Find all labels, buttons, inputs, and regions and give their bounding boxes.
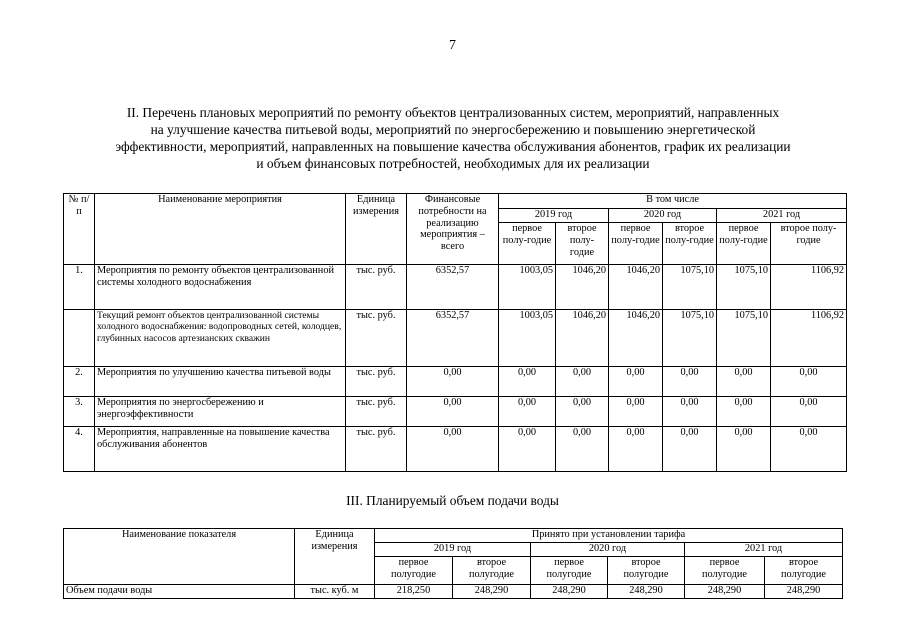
- row-unit: тыс. руб.: [346, 397, 407, 427]
- header-unit: Единица измерения: [295, 529, 375, 585]
- row-unit: тыс. руб.: [346, 427, 407, 472]
- header-half-1: первое полугодие: [375, 557, 453, 585]
- row-value: 1075,10: [717, 265, 771, 310]
- row-value: 0,00: [499, 397, 556, 427]
- row-total: 0,00: [407, 397, 499, 427]
- row-value: 0,00: [717, 427, 771, 472]
- header-half-2: второе полугодие: [608, 557, 685, 585]
- table-row: [64, 427, 847, 472]
- row-value: 0,00: [609, 427, 663, 472]
- row-value: 0,00: [663, 427, 717, 472]
- row-measure-name: Текущий ремонт объектов централизованной системы холодного водоснабжения: водопроводных сетей, колодцев, глубинных насосов артезианских скважин: [95, 310, 346, 367]
- header-half-2: второе полу-годие: [771, 223, 847, 265]
- header-half-1: первое полу-годие: [499, 223, 556, 265]
- header-half-1: первое полугодие: [531, 557, 608, 585]
- header-measure-name: Наименование мероприятия: [95, 194, 346, 265]
- row-value: 0,00: [771, 367, 847, 397]
- header-half-2: второе полугодие: [453, 557, 531, 585]
- section-title-line: II. Перечень плановых мероприятий по ремонту объектов централизованных систем, мероприятий, направленных: [126, 105, 780, 120]
- table-row: [64, 310, 847, 367]
- row-value: 0,00: [499, 427, 556, 472]
- row-value: 1075,10: [663, 265, 717, 310]
- table-row: [64, 367, 847, 397]
- row-value: 1046,20: [556, 265, 609, 310]
- row-value: 0,00: [556, 427, 609, 472]
- row-value: 0,00: [663, 367, 717, 397]
- row-unit: тыс. куб. м: [295, 585, 375, 599]
- header-half-1: первое полу-годие: [609, 223, 663, 265]
- row-value: 0,00: [771, 397, 847, 427]
- row-value: 218,250: [375, 585, 453, 599]
- row-num: 4.: [64, 427, 95, 472]
- row-num: 2.: [64, 367, 95, 397]
- row-num: [64, 310, 95, 367]
- row-value: 0,00: [609, 397, 663, 427]
- row-value: 1046,20: [609, 265, 663, 310]
- row-value: 0,00: [717, 397, 771, 427]
- row-num: 3.: [64, 397, 95, 427]
- section-title-line: на улучшение качества питьевой воды, мероприятий по энергосбережению и повышению энергетической: [150, 122, 756, 137]
- row-value: 0,00: [771, 427, 847, 472]
- row-value: 1046,20: [556, 310, 609, 367]
- header-indicator: Наименование показателя: [64, 529, 295, 585]
- header-num: № п/п: [64, 194, 95, 265]
- row-value: 248,290: [531, 585, 608, 599]
- header-finance-total: Финансовые потребности на реализацию мероприятия – всего: [407, 194, 499, 265]
- header-unit: Единица измерения: [346, 194, 407, 265]
- row-total: 6352,57: [407, 265, 499, 310]
- row-value: 1106,92: [771, 265, 847, 310]
- row-total: 0,00: [407, 427, 499, 472]
- header-half-1: первое полугодие: [685, 557, 765, 585]
- row-indicator-name: Объем подачи воды: [64, 585, 295, 599]
- table-row: [64, 585, 843, 599]
- header-half-2: второе полу-годие: [556, 223, 609, 265]
- row-total: 0,00: [407, 367, 499, 397]
- row-value: 1046,20: [609, 310, 663, 367]
- header-year-2019: 2019 год: [499, 209, 609, 223]
- row-value: 1106,92: [771, 310, 847, 367]
- row-measure-name: Мероприятия по ремонту объектов централизованной системы холодного водоснабжения: [95, 265, 346, 310]
- row-value: 248,290: [685, 585, 765, 599]
- row-unit: тыс. руб.: [346, 265, 407, 310]
- header-accepted: Принято при установлении тарифа: [375, 529, 843, 543]
- row-unit: тыс. руб.: [346, 310, 407, 367]
- row-total: 6352,57: [407, 310, 499, 367]
- section-title-line: и объем финансовых потребностей, необходимых для их реализации: [256, 156, 650, 171]
- row-value: 1003,05: [499, 265, 556, 310]
- row-unit: тыс. руб.: [346, 367, 407, 397]
- header-including: В том числе: [499, 194, 847, 209]
- row-value: 248,290: [765, 585, 843, 599]
- table-row: [64, 397, 847, 427]
- header-year-2019: 2019 год: [375, 543, 531, 557]
- table-row: [64, 265, 847, 310]
- page-number: 7: [449, 38, 456, 53]
- section-title-line: эффективности, мероприятий, направленных на повышение качества обслуживания абонентов, график их реализации: [115, 139, 791, 154]
- row-value: 0,00: [556, 397, 609, 427]
- header-half-2: второе полу-годие: [663, 223, 717, 265]
- header-year-2021: 2021 год: [717, 209, 847, 223]
- water-supply-table: [63, 528, 843, 599]
- header-half-2: второе полугодие: [765, 557, 843, 585]
- row-measure-name: Мероприятия по энергосбережению и энергоэффективности: [95, 397, 346, 427]
- measures-table: [63, 193, 847, 472]
- row-num: 1.: [64, 265, 95, 310]
- header-half-1: первое полу-годие: [717, 223, 771, 265]
- row-measure-name: Мероприятия по улучшению качества питьевой воды: [95, 367, 346, 397]
- row-value: 248,290: [608, 585, 685, 599]
- row-value: 1003,05: [499, 310, 556, 367]
- row-value: 0,00: [717, 367, 771, 397]
- section-3-title: III. Планируемый объем подачи воды: [346, 493, 559, 508]
- row-value: 248,290: [453, 585, 531, 599]
- row-value: 0,00: [556, 367, 609, 397]
- row-value: 0,00: [663, 397, 717, 427]
- header-year-2020: 2020 год: [609, 209, 717, 223]
- section-2-title: [58, 104, 848, 172]
- row-value: 0,00: [499, 367, 556, 397]
- row-value: 1075,10: [663, 310, 717, 367]
- row-value: 1075,10: [717, 310, 771, 367]
- header-year-2020: 2020 год: [531, 543, 685, 557]
- header-year-2021: 2021 год: [685, 543, 843, 557]
- row-measure-name: Мероприятия, направленные на повышение качества обслуживания абонентов: [95, 427, 346, 472]
- row-value: 0,00: [609, 367, 663, 397]
